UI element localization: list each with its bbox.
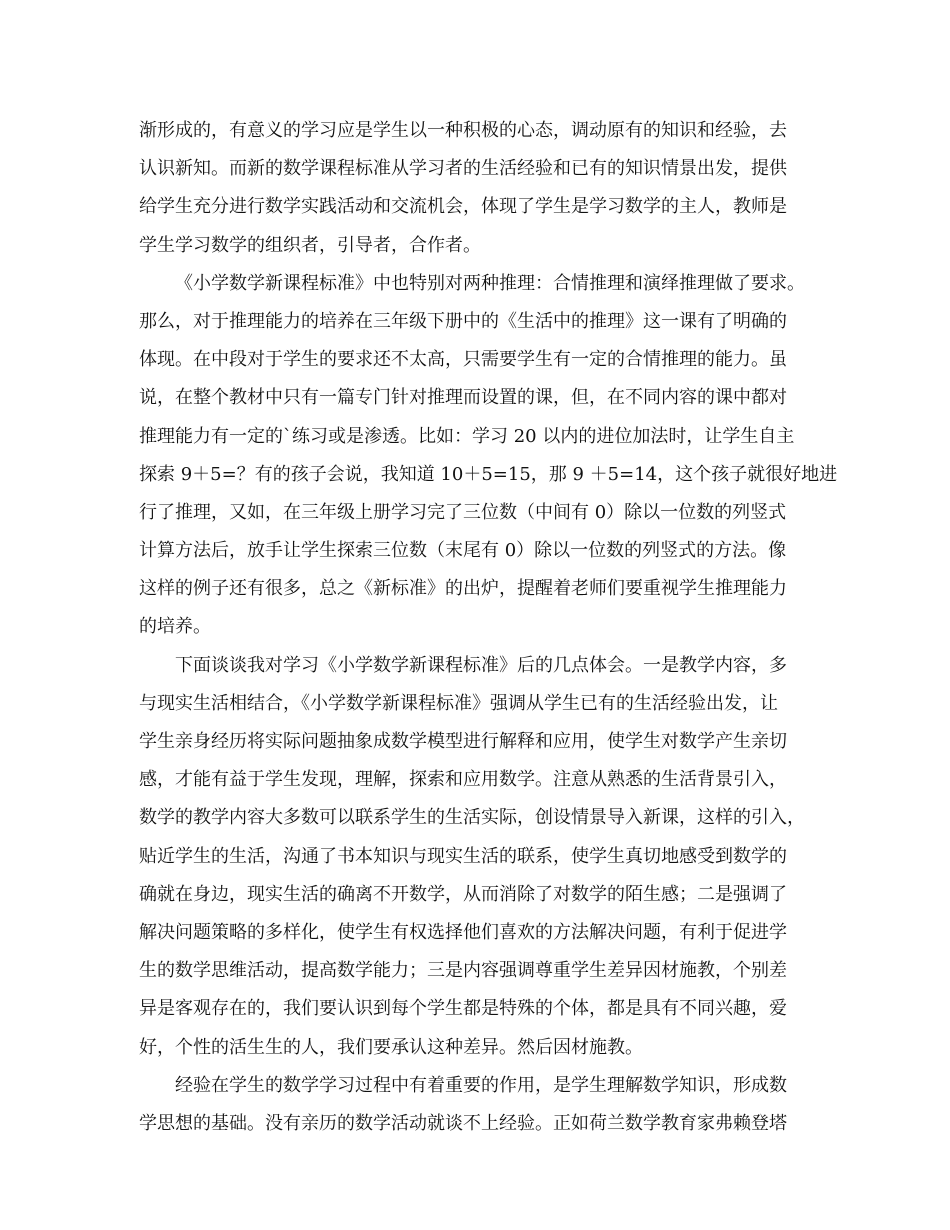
- text-line: 感，才能有益于学生发现，理解，探索和应用数学。注意从熟悉的生活背景引入，: [139, 769, 787, 791]
- text-line: 确就在身边，现实生活的确离不开数学，从而消除了对数学的陌生感；二是强调了: [139, 883, 787, 905]
- document-body: [139, 117, 839, 1148]
- text-line: 的培养。: [139, 616, 211, 638]
- text-line: 体现。在中段对于学生的要求还不太高，只需要学生有一定的合情推理的能力。虽: [139, 349, 787, 371]
- text-line: 说，在整个教材中只有一篇专门针对推理而设置的课，但，在不同内容的课中都对: [139, 387, 787, 409]
- paragraph-reasoning: [139, 270, 839, 642]
- text-line: 生的数学思维活动，提高数学能力；三是内容强调尊重学生差异因材施教，个别差: [139, 960, 787, 982]
- text-line: 与现实生活相结合，《小学数学新课程标准》强调从学生已有的生活经验出发，让: [139, 692, 778, 714]
- text-line: 学思想的基础。没有亲历的数学活动就谈不上经验。正如荷兰数学教育家弗赖登塔: [139, 1112, 787, 1134]
- text-line: 学生学习数学的组织者，引导者，合作者。: [139, 234, 481, 256]
- text-line: 异是客观存在的，我们要认识到每个学生都是特殊的个体，都是具有不同兴趣，爱: [139, 998, 787, 1020]
- text-line: 解决问题策略的多样化，使学生有权选择他们喜欢的方法解决问题，有利于促进学: [139, 921, 787, 943]
- text-line: 那么，对于推理能力的培养在三年级下册中的《生活中的推理》这一课有了明确的: [139, 310, 787, 332]
- text-line: 《小学数学新课程标准》中也特别对两种推理：合情推理和演绎推理做了要求。: [175, 272, 805, 294]
- text-line: 推理能力有一定的`练习或是渗透。比如：学习 20 以内的进位加法时，让学生自主: [139, 425, 795, 447]
- text-line: 下面谈谈我对学习《小学数学新课程标准》后的几点体会。一是教学内容，多: [175, 654, 787, 676]
- paragraph-experience: [139, 1072, 839, 1138]
- text-line: 给学生充分进行数学实践活动和交流机会，体现了学生是学习数学的主人，教师是: [139, 196, 787, 218]
- text-line: 这样的例子还有很多，总之《新标准》的出炉，提醒着老师们要重视学生推理能力: [139, 578, 787, 600]
- text-line: 数学的教学内容大多数可以联系学生的生活实际，创设情景导入新课，这样的引入，: [139, 807, 805, 829]
- text-line: 计算方法后，放手让学生探索三位数（末尾有 0）除以一位数的列竖式的方法。像: [139, 540, 787, 562]
- text-line: 认识新知。而新的数学课程标准从学习者的生活经验和已有的知识情景出发，提供: [139, 158, 787, 180]
- text-line: 渐形成的，有意义的学习应是学生以一种积极的心态，调动原有的知识和经验，去: [139, 120, 787, 141]
- text-line: 好，个性的活生生的人，我们要承认这种差异。然后因材施教。: [139, 1036, 643, 1058]
- text-line: 经验在学生的数学学习过程中有着重要的作用，是学生理解数学知识，形成数: [175, 1074, 787, 1096]
- text-line: 探索 9＋5=？有的孩子会说，我知道 10＋5=15，那 9 ＋5=14，这个孩子就很好地进: [139, 463, 838, 485]
- text-line: 贴近学生的生活，沟通了书本知识与现实生活的联系，使学生真切地感受到数学的: [139, 845, 787, 867]
- paragraph-reflections: [139, 652, 839, 1062]
- paragraph-continued: [139, 117, 839, 260]
- text-line: 行了推理，又如，在三年级上册学习完了三位数（中间有 0）除以一位数的列竖式: [139, 501, 787, 523]
- text-line: 学生亲身经历将实际问题抽象成数学模型进行解释和应用，使学生对数学产生亲切: [139, 731, 787, 752]
